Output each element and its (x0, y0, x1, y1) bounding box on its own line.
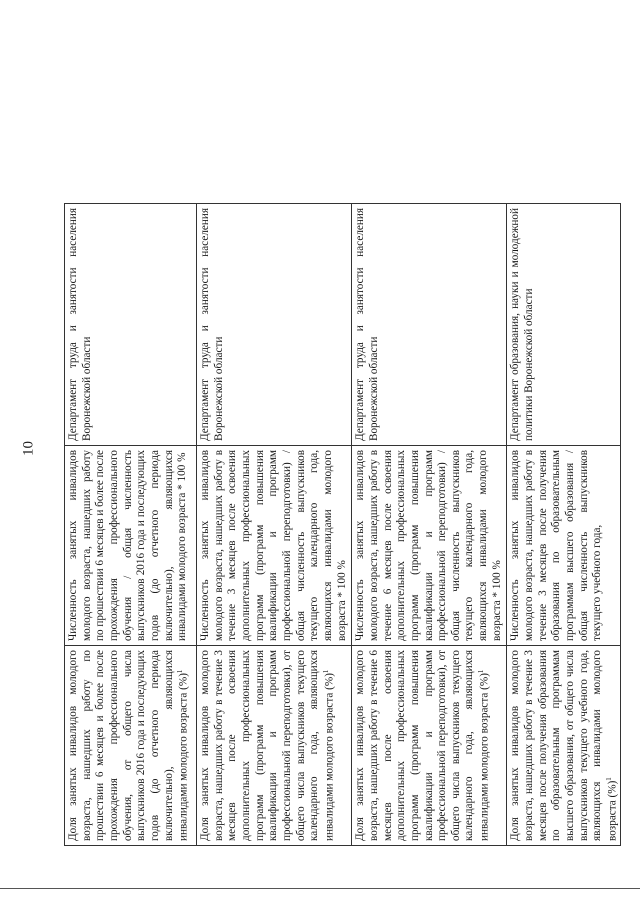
indicators-table-wrapper (64, 46, 619, 846)
table-row (197, 46, 352, 846)
responsible-cell: Департамент образования, науки и молодежной политики Воронежской области (507, 204, 621, 446)
responsible-cell: Департамент труда и занятости населения Воронежской области (65, 204, 197, 446)
indicator-cell: Доля занятых инвалидов молодого возраста, нашедших работу в течение 6 месяцев после освоения дополнительных профессиональных программ (программ повышения квалификации и программ профессиональной переподготовки), от общего числа выпускников текущего календарного года, являющихся инвалидами молодого возраста (%)$^1$ (352, 646, 507, 846)
indicators-table (64, 45, 621, 846)
formula-cell: Численность занятых инвалидов молодого возраста, нашедших работу в течение 6 месяцев после освоения дополнительных профессиональных программ (программ повышения квалификации и программ профессиональной переподготовки) / общая численность выпускников текущего календарного года, являющихся инвалидами молодого возраста * 100 % (352, 446, 507, 646)
formula-cell: Численность занятых инвалидов молодого возраста, нашедших работу в течение 3 месяцев после получения образования по образовательным программам высшего образования / общая численность выпускников текущего учебного года, (507, 446, 621, 646)
table-row (65, 46, 197, 846)
formula-cell: Численность занятых инвалидов молодого возраста, нашедших работу в течение 3 месяцев после освоения дополнительных профессиональных программ (программ повышения квалификации и программ профессиональной переподготовки) / общая численность выпускников текущего календарного года, являющихся инвалидами молодого возраста * 100 % (197, 446, 352, 646)
bottom-divider (0, 888, 640, 889)
formula-cell: Численность занятых инвалидов молодого возраста, нашедших работу по прошествии 6 месяцев и более после прохождения профессионального обучения / общая численность выпускников 2016 года и последующих годов (до отчетного периода включительно), являющихся инвалидами молодого возраста * 100 % (65, 446, 197, 646)
indicator-cell: Доля занятых инвалидов молодого возраста, нашедших работу в течение 3 месяцев после получения образования по образовательным программам высшего образования, от общего числа выпускников текущего учебного года, являющихся инвалидами молодого возраста (%)$^1$ (507, 646, 621, 846)
responsible-cell: Департамент труда и занятости населения Воронежской области (197, 204, 352, 446)
table-row (352, 46, 507, 846)
rotated-table-container (64, 46, 619, 846)
page-number: 10 (20, 441, 37, 456)
indicator-cell: Доля занятых инвалидов молодого возраста, нашедших работу по прошествии 6 месяцев и более после прохождения профессионального обучения, от общего числа выпускников 2016 года и последующих годов (до отчетного периода включительно), являющихся инвалидами молодого возраста (%)$^1$ (65, 646, 197, 846)
responsible-cell: Департамент труда и занятости населения Воронежской области (352, 204, 507, 446)
indicator-cell: Доля занятых инвалидов молодого возраста, нашедших работу в течение 3 месяцев после освоения дополнительных профессиональных программ (программ повышения квалификации и программ профессиональной переподготовки), от общего числа выпускников текущего календарного года, являющихся инвалидами молодого возраста (%)$^1$ (197, 646, 352, 846)
table-row (507, 46, 621, 846)
